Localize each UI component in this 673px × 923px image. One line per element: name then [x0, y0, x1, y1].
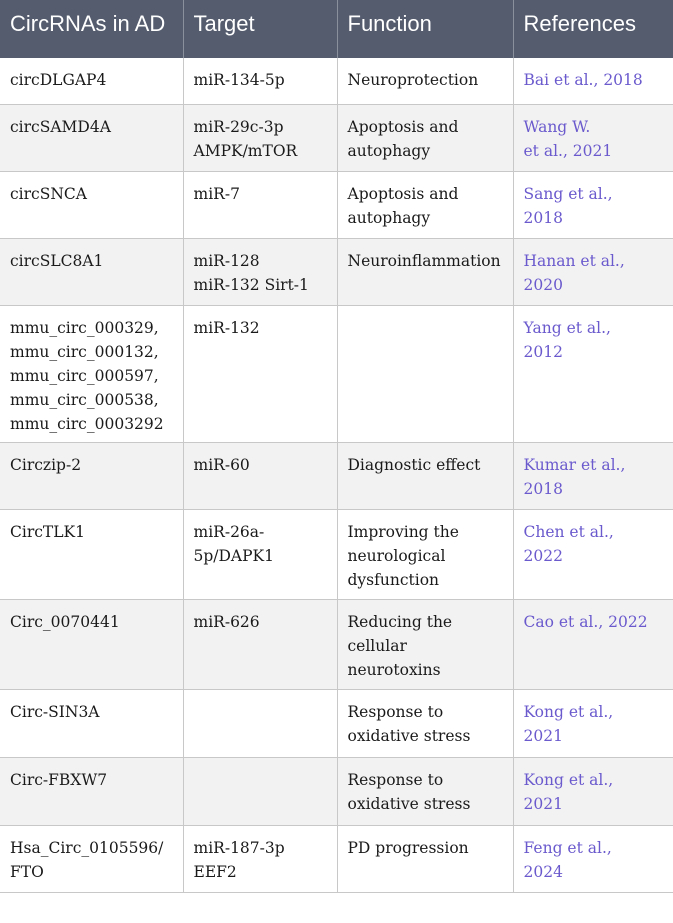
cell-target-line: miR-134-5p	[193, 71, 285, 89]
table-row	[0, 509, 673, 599]
cell-reference[interactable]	[513, 599, 673, 689]
cell-function	[337, 58, 513, 104]
cell-target-line: miR-626	[193, 612, 260, 631]
cell-reference-line: Kong et al.,	[523, 770, 614, 789]
cell-function-line: oxidative stress	[347, 726, 471, 745]
table-row	[0, 171, 673, 238]
cell-function-line: Improving the	[347, 522, 459, 541]
cell-target	[183, 238, 337, 305]
cell-target	[183, 509, 337, 599]
cell-reference-line: Cao et al., 2022	[523, 612, 648, 631]
cell-target	[183, 689, 337, 757]
cell-function-line: neurological	[347, 546, 446, 565]
header-function: Function	[337, 0, 513, 58]
cell-function-line: autophagy	[347, 208, 431, 227]
cell-target-line: miR-128	[193, 251, 260, 270]
cell-function	[337, 689, 513, 757]
header-row	[0, 0, 673, 58]
cell-target	[183, 757, 337, 825]
cell-target	[183, 104, 337, 171]
cell-function	[337, 305, 513, 442]
cell-function-line: PD progression	[347, 838, 469, 857]
cell-circrna-line: Circ_0070441	[10, 612, 120, 631]
cell-circrna-line: circSLC8A1	[10, 251, 104, 270]
cell-target-line: miR-187-3p	[193, 838, 285, 857]
cell-target-line: miR-60	[193, 455, 250, 474]
cell-function	[337, 825, 513, 892]
table-row	[0, 238, 673, 305]
table-row	[0, 305, 673, 442]
cell-reference[interactable]	[513, 171, 673, 238]
cell-function-line: Neuroinflammation	[347, 251, 501, 270]
cell-target	[183, 599, 337, 689]
cell-reference[interactable]	[513, 689, 673, 757]
cell-reference-line: et al., 2021	[523, 141, 613, 160]
cell-reference-line: Kumar et al.,	[523, 455, 626, 474]
cell-function-line: dysfunction	[347, 570, 440, 589]
cell-circrna	[0, 305, 183, 442]
cell-reference-line: 2018	[523, 479, 563, 498]
cell-reference[interactable]	[513, 58, 673, 104]
cell-reference[interactable]	[513, 104, 673, 171]
cell-function	[337, 442, 513, 509]
cell-reference[interactable]	[513, 825, 673, 892]
table-row	[0, 825, 673, 892]
cell-target-line: miR-7	[193, 184, 240, 203]
cell-circrna	[0, 171, 183, 238]
cell-reference-line: Sang et al.,	[523, 184, 613, 203]
cell-circrna-line: Circ-FBXW7	[10, 770, 108, 789]
cell-circrna-line: mmu_circ_000538,	[10, 390, 159, 409]
cell-function-line: Apoptosis and	[347, 117, 459, 136]
cell-reference[interactable]	[513, 442, 673, 509]
table-row	[0, 599, 673, 689]
cell-circrna-line: mmu_circ_0003292	[10, 414, 164, 433]
table-row	[0, 689, 673, 757]
cell-function	[337, 104, 513, 171]
cell-reference-line: 2020	[523, 275, 563, 294]
cell-circrna	[0, 238, 183, 305]
cell-function-line: Diagnostic effect	[347, 455, 481, 474]
cell-function	[337, 509, 513, 599]
cell-circrna-line: FTO	[10, 862, 44, 881]
cell-function-line: neurotoxins	[347, 660, 441, 679]
cell-reference-line: 2021	[523, 794, 563, 813]
table-row	[0, 757, 673, 825]
cell-target-line: miR-29c-3p	[193, 117, 284, 136]
cell-target-line: miR-132	[193, 318, 260, 337]
cell-reference-line: Hanan et al.,	[523, 251, 625, 270]
cell-reference-line: Wang W.	[523, 117, 591, 136]
cell-function-line: Response to	[347, 770, 444, 789]
cell-function-line: Neuroprotection	[347, 71, 479, 89]
cell-function	[337, 757, 513, 825]
cell-circrna	[0, 442, 183, 509]
cell-reference-line: 2024	[523, 862, 563, 881]
cell-circrna	[0, 757, 183, 825]
cell-reference-line: 2022	[523, 546, 563, 565]
cell-target	[183, 825, 337, 892]
cell-circrna	[0, 599, 183, 689]
cell-reference[interactable]	[513, 509, 673, 599]
cell-function-line: Reducing the	[347, 612, 453, 631]
cell-reference-line: 2012	[523, 342, 563, 361]
cell-target	[183, 58, 337, 104]
cell-circrna-line: circSAMD4A	[10, 117, 111, 136]
table-row	[0, 58, 673, 104]
cell-reference[interactable]	[513, 757, 673, 825]
cell-circrna-line: Circzip-2	[10, 455, 82, 474]
cell-target	[183, 442, 337, 509]
cell-circrna-line: circSNCA	[10, 184, 87, 203]
header-target: Target	[183, 0, 337, 58]
cell-reference-line: Feng et al.,	[523, 838, 612, 857]
cell-reference[interactable]	[513, 305, 673, 442]
cell-target-line: miR-132 Sirt-1	[193, 275, 309, 294]
cell-reference-line: Yang et al.,	[523, 318, 611, 337]
cell-function	[337, 171, 513, 238]
cell-target	[183, 171, 337, 238]
table-body	[0, 58, 673, 892]
cell-reference-line: 2018	[523, 208, 563, 227]
cell-reference-line: Chen et al.,	[523, 522, 614, 541]
cell-circrna-line: circDLGAP4	[10, 71, 107, 89]
cell-circrna-line: Circ-SIN3A	[10, 702, 100, 721]
cell-circrna	[0, 509, 183, 599]
cell-function-line: cellular	[347, 636, 407, 655]
cell-circrna-line: mmu_circ_000132,	[10, 342, 159, 361]
cell-circrna-line: mmu_circ_000329,	[10, 318, 159, 337]
cell-function-line: Apoptosis and	[347, 184, 459, 203]
cell-circrna	[0, 58, 183, 104]
cell-circrna-line: Hsa_Circ_0105596/	[10, 838, 164, 857]
cell-circrna	[0, 689, 183, 757]
cell-target	[183, 305, 337, 442]
cell-function	[337, 599, 513, 689]
cell-function-line: autophagy	[347, 141, 431, 160]
cell-reference-line: Bai et al., 2018	[523, 71, 643, 89]
cell-function-line: Response to	[347, 702, 444, 721]
cell-circrna	[0, 825, 183, 892]
cell-target-line: EEF2	[193, 862, 237, 881]
cell-circrna-line: CircTLK1	[10, 522, 85, 541]
cell-target-line: 5p/DAPK1	[193, 546, 274, 565]
cell-reference-line: Kong et al.,	[523, 702, 614, 721]
cell-function-line: oxidative stress	[347, 794, 471, 813]
cell-target-line: AMPK/mTOR	[193, 141, 298, 160]
cell-function	[337, 238, 513, 305]
cell-reference-line: 2021	[523, 726, 563, 745]
table-row	[0, 104, 673, 171]
header-references: References	[513, 0, 673, 58]
cell-circrna	[0, 104, 183, 171]
cell-reference[interactable]	[513, 238, 673, 305]
cell-circrna-line: mmu_circ_000597,	[10, 366, 159, 385]
cell-target-line: miR-26a-	[193, 522, 265, 541]
table-row	[0, 442, 673, 509]
header-circrnas: CircRNAs in AD	[0, 0, 183, 58]
